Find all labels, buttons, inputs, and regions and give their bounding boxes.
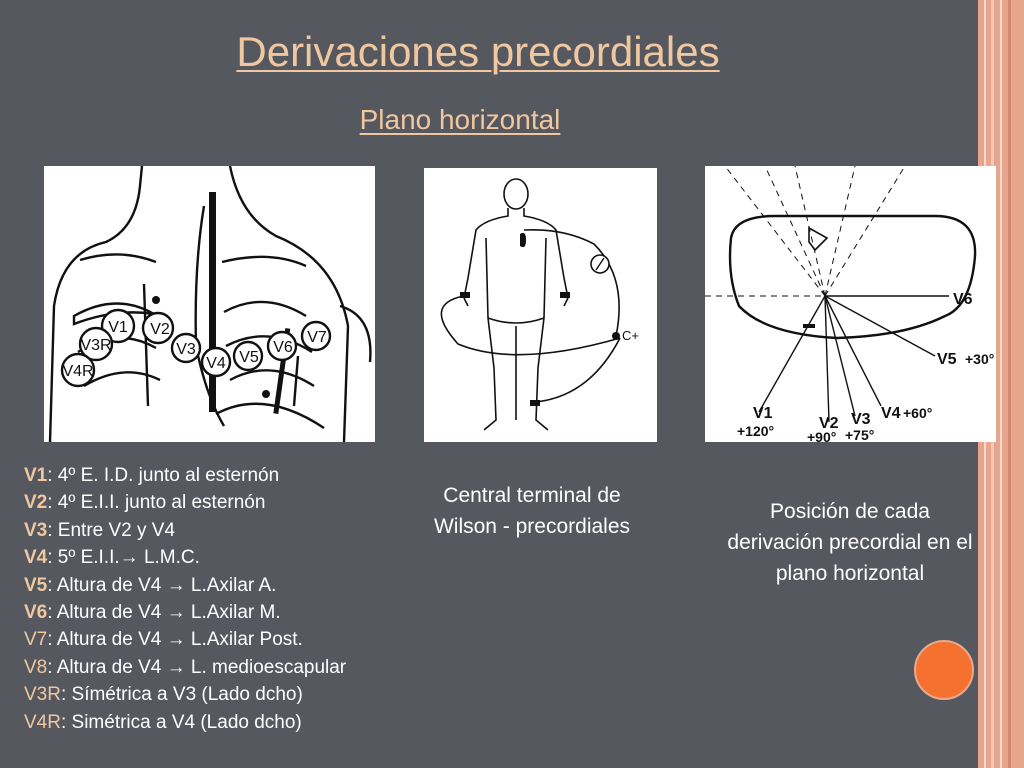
lead-definition-item — [24, 489, 346, 516]
slide-title: Derivaciones precordiales — [236, 28, 720, 75]
edge-decoration-line — [1000, 0, 1002, 768]
lead-key: V2 — [24, 492, 48, 514]
lead-key: V5 — [24, 574, 48, 596]
plane-drawing — [705, 166, 996, 442]
horizontal-plane-figure — [705, 166, 996, 442]
plane-label-v1: V1 — [753, 405, 773, 422]
lead-key: V1 — [24, 465, 48, 486]
lead-description: : Altura de V4 → L.Axilar Post. — [47, 629, 303, 651]
lead-description: : Altura de V4 → L.Axilar M. — [47, 602, 281, 624]
lead-key: V6 — [24, 602, 48, 624]
chest-drawing — [44, 166, 375, 442]
lead-definitions-list — [24, 462, 346, 736]
chest-label: V7 — [307, 329, 327, 346]
lead-description: : 5º E.I.I.→ L.M.C. — [47, 547, 200, 569]
chest-label: V2 — [150, 321, 170, 338]
lead-description: : Altura de V4 → L.Axilar A. — [47, 574, 277, 596]
plane-label-v2: V2 — [819, 415, 839, 432]
lead-description: : Altura de V4 → L. medioescapular — [47, 656, 347, 678]
lead-definition-item — [24, 517, 346, 544]
terminal-node — [612, 332, 620, 340]
lead-description: : Entre V2 y V4 — [47, 519, 176, 541]
plane-angle-v3: +75° — [845, 427, 875, 442]
lead-definition-item — [24, 626, 346, 653]
lead-description: : Simétrica a V4 (Lado dcho) — [60, 711, 302, 733]
plane-angle-v5: +30° — [965, 351, 995, 367]
edge-decoration-line — [1008, 0, 1011, 768]
plane-label-v3: V3 — [851, 411, 871, 428]
plane-label-v4: V4 — [881, 405, 901, 422]
lead-description: : Símétrica a V3 (Lado dcho) — [60, 684, 303, 706]
chest-label: V3 — [176, 341, 196, 358]
lead-key: V8 — [24, 656, 48, 678]
slide-subtitle: Plano horizontal — [359, 104, 561, 135]
chest-label: V6 — [273, 339, 293, 356]
lead-key: V7 — [24, 629, 48, 651]
lead-definition-item — [24, 572, 346, 599]
chest-label: V5 — [239, 349, 259, 366]
chest-label: V1 — [108, 319, 128, 336]
lead-key: V3 — [24, 519, 48, 541]
plane-label-v6: V6 — [953, 291, 973, 308]
chest-label: V4 — [206, 355, 226, 372]
wilson-caption: Central terminal de Wilson - precordiales — [433, 484, 631, 538]
decorative-dot — [914, 640, 974, 700]
lead-definition-item — [24, 544, 346, 571]
lead-definition-item — [24, 709, 346, 736]
lead-definition-item — [24, 462, 346, 489]
chest-label: V3R — [80, 337, 112, 354]
wilson-drawing — [424, 168, 657, 442]
chest-electrodes-figure — [44, 166, 375, 442]
plane-label-v5: V5 — [937, 351, 957, 368]
wilson-terminal-figure — [424, 168, 657, 442]
lead-description: : 4º E. I.D. junto al esternón — [47, 465, 280, 486]
plane-angle-v4: +60° — [903, 405, 933, 421]
lead-definition-item — [24, 681, 346, 708]
midclavicular-line — [209, 192, 216, 412]
lead-definition-item — [24, 654, 346, 681]
chest-label: V4R — [62, 363, 94, 380]
plane-angle-v2: +90° — [807, 429, 837, 442]
lead-definition-item — [24, 599, 346, 626]
lead-key: V4R — [24, 711, 61, 733]
plane-angle-v1: +120° — [737, 423, 775, 439]
lead-description: : 4º E.I.I. junto al esternón — [47, 492, 266, 514]
terminal-label: C+ — [622, 328, 639, 343]
lead-key: V3R — [24, 684, 61, 706]
plane-caption: Posición de cada derivación precordial en el plano horizontal — [727, 500, 973, 585]
lead-key: V4 — [24, 547, 48, 569]
